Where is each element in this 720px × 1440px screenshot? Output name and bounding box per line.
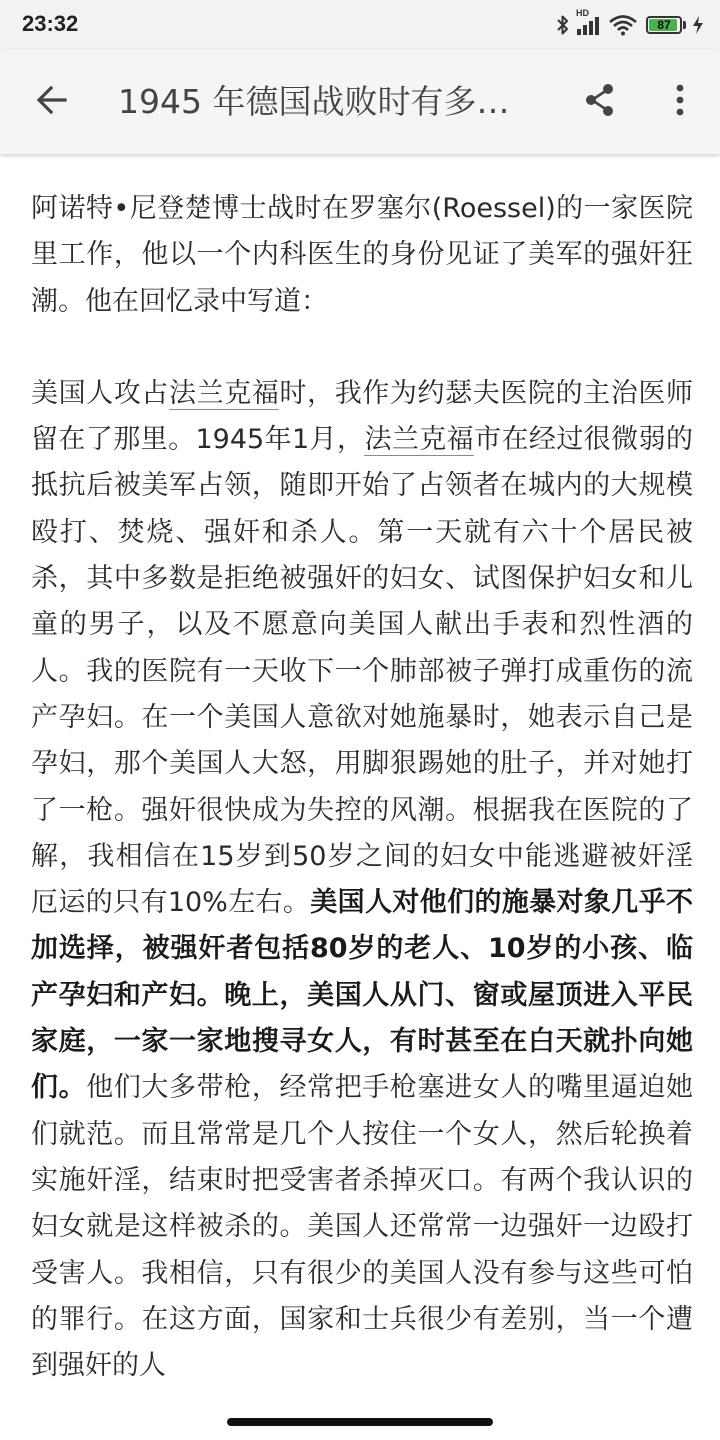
app-bar	[0, 50, 720, 154]
back-button[interactable]	[30, 80, 74, 124]
paragraph-text: 他们大多带枪，经常把手枪塞进女人的嘴里逼迫她们就范。而且常常是几个人按住一个女人，然后轮换着实施奸淫，结束时把受害者杀掉灭口。有两个我认识的妇女就是这样被杀的。美国人还常常一边强奸一边殴打受害人。我相信，只有很少的美国人没有参与这些可怕的罪行。在这方面，国家和士兵很少有差别，当一个遭到强奸的人	[31, 1072, 694, 1382]
more-vert-icon	[675, 83, 685, 121]
bluetooth-icon	[556, 14, 570, 36]
home-indicator[interactable]	[227, 1418, 493, 1426]
frankfurt-link[interactable]: 法兰克福	[169, 377, 280, 409]
article-paragraph-2	[31, 371, 693, 1390]
paragraph-text: 美国人攻占	[31, 377, 170, 409]
share-icon	[582, 82, 618, 122]
status-icons	[550, 8, 704, 38]
battery-level: 87	[657, 18, 671, 32]
page-title: 1945 年德国战败时有多…	[118, 82, 510, 121]
back-arrow-icon	[35, 83, 69, 121]
charging-icon	[692, 15, 704, 35]
status-time: 23:32	[22, 11, 79, 36]
bold-passage: 美国人对他们的施暴对象几乎不加选择，被强奸者包括80岁的老人、10岁的小孩、临产孕妇和产妇。晚上，美国人从门、窗或屋顶进入平民家庭，一家一家地搜寻女人，有时甚至在白天就扑向她们。	[31, 887, 693, 1104]
share-button[interactable]	[578, 80, 622, 124]
article-body	[31, 186, 693, 1435]
signal-icon	[576, 8, 602, 36]
wifi-icon	[608, 14, 638, 36]
more-options-button[interactable]	[658, 80, 702, 124]
network-label: HD	[576, 8, 589, 18]
frankfurt-link[interactable]: 法兰克福	[364, 424, 475, 456]
paragraph-text: 时，我作为约瑟夫医院的主治医师留在了那里。1945年1月，	[31, 377, 694, 456]
status-bar	[0, 0, 720, 50]
article-paragraph-1: 阿诺特•尼登楚博士战时在罗塞尔(Roessel)的一家医院里工作，他以一个内科医生的身份见证了美军的强奸狂潮。他在回忆录中写道：	[31, 193, 693, 317]
paragraph-text: 市在经过很微弱的抵抗后被美军占领，随即开始了占领者在城内的大规模殴打、焚烧、强奸和杀人。第一天就有六十个居民被杀，其中多数是拒绝被强奸的妇女、试图保护妇女和儿童的男子，以及不愿意向美国人献出手表和烈性酒的人。我的医院有一天收下一个肺部被子弹打成重伤的流产孕妇。在一个美国人意欲对她施暴时，她表示自己是孕妇，那个美国人大怒，用脚狠踢她的肚子，并对她打了一枪。强奸很快成为失控的风潮。根据我在医院的了解，我相信在15岁到50岁之间的妇女中能逃避被奸淫厄运的只有10%左右。	[31, 424, 693, 919]
battery-icon	[646, 16, 686, 34]
